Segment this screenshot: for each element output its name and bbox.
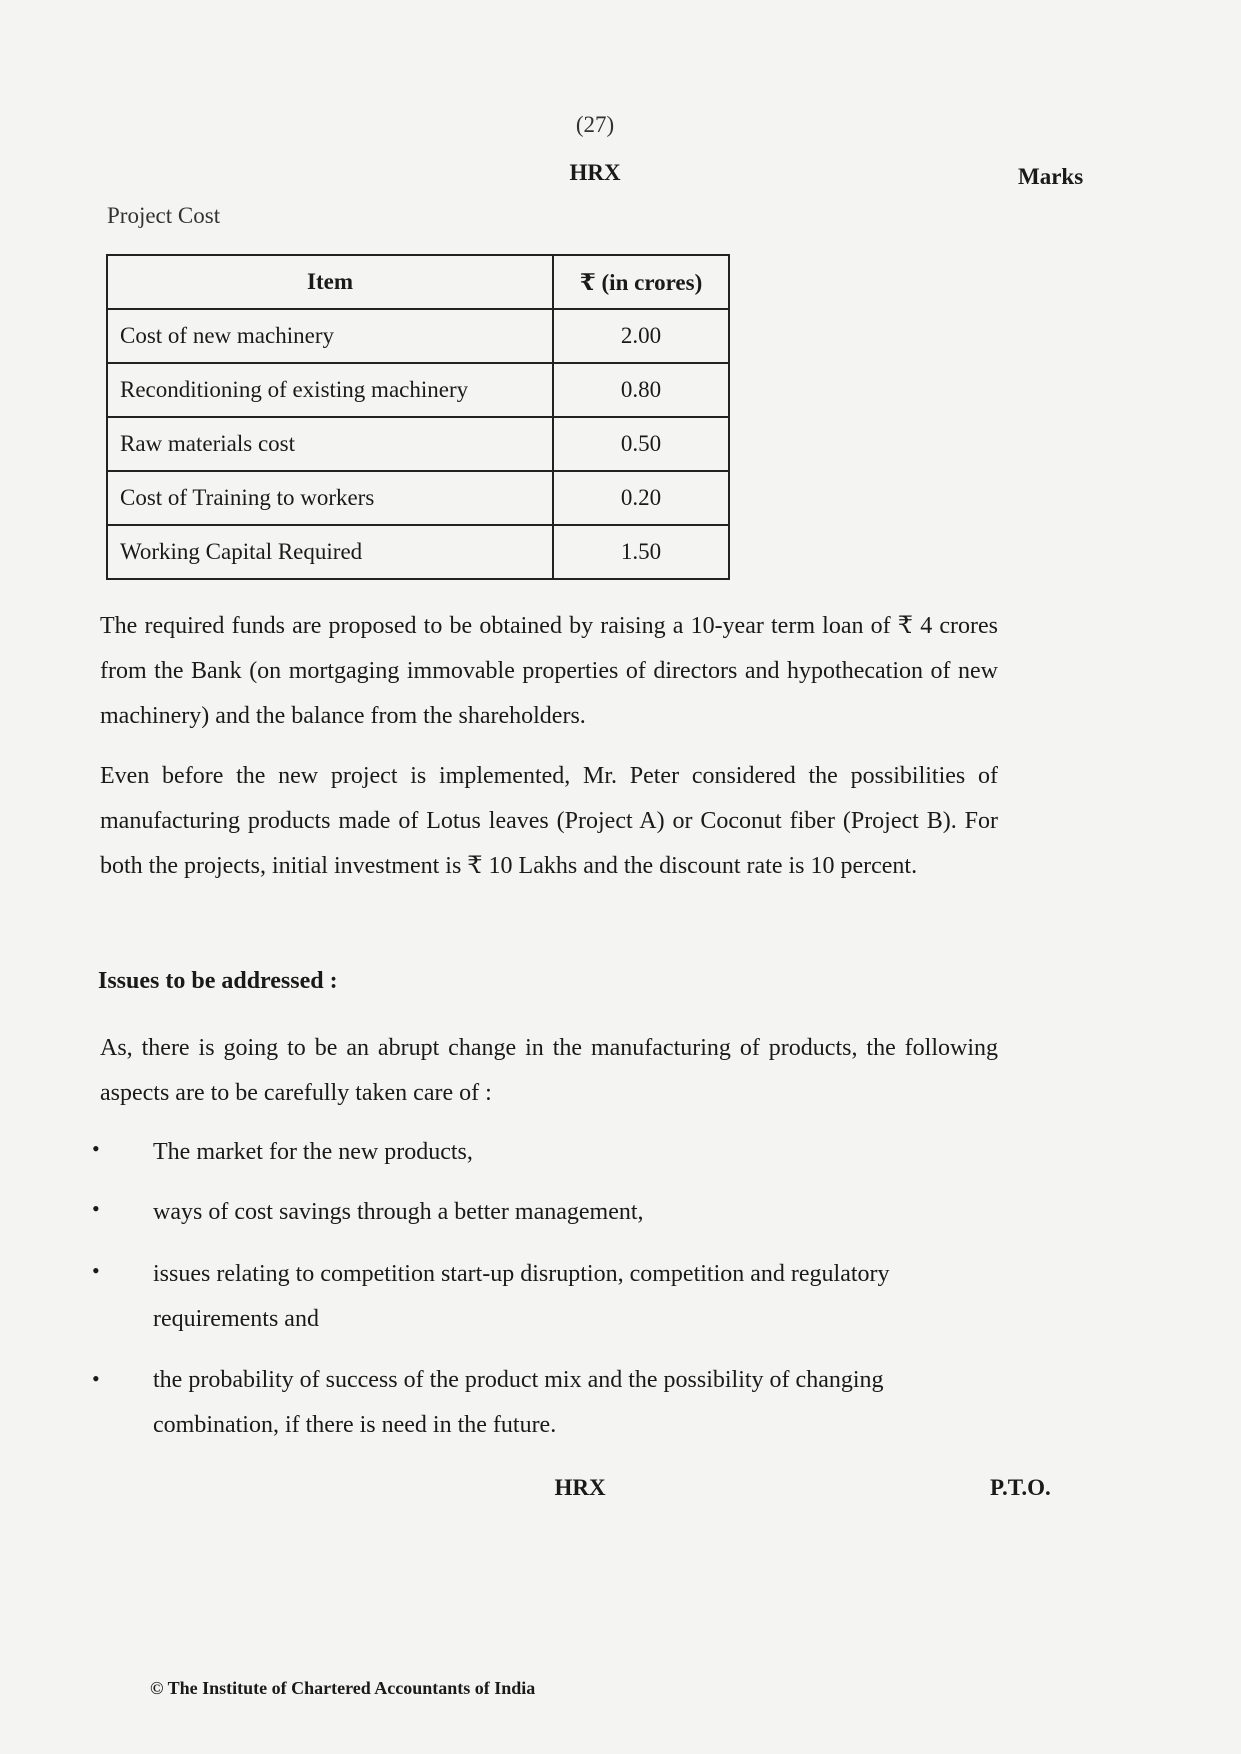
table-row (107, 309, 729, 363)
item-cell: Working Capital Required (107, 525, 553, 579)
paper-code-footer: HRX (554, 1475, 606, 1500)
list-item: the probability of success of the product mix and the possibility of changing combination, if there is need in the future. (153, 1367, 884, 1438)
amount-cell: 0.80 (553, 363, 729, 417)
bullet-icon: • (92, 1366, 100, 1391)
amount-cell: 2.00 (553, 309, 729, 363)
amount-cell: 0.50 (553, 417, 729, 471)
bullet-icon: • (92, 1196, 100, 1221)
funds-paragraph: The required funds are proposed to be obtained by raising a 10-year term loan of ₹ 4 crores from the Bank (on mortgaging immovable properties of directors and hypothecation of new machinery) and the balance from the shareholders. (100, 613, 998, 729)
copyright-notice: © The Institute of Chartered Accountants of India (150, 1678, 536, 1698)
marks-label: Marks (1018, 164, 1084, 189)
column-header-item: Item (107, 255, 553, 309)
table-row (107, 525, 729, 579)
issues-intro: As, there is going to be an abrupt change in the manufacturing of products, the following aspects are to be carefully taken care of : (100, 1035, 998, 1106)
list-item: ways of cost savings through a better management, (153, 1199, 644, 1225)
paper-code-header: HRX (569, 160, 621, 185)
item-cell: Cost of Training to workers (107, 471, 553, 525)
table-row (107, 471, 729, 525)
item-cell: Cost of new machinery (107, 309, 553, 363)
item-cell: Raw materials cost (107, 417, 553, 471)
project-cost-table (106, 254, 730, 580)
table-header-row (107, 255, 729, 309)
item-cell: Reconditioning of existing machinery (107, 363, 553, 417)
list-item: issues relating to competition start-up disruption, competition and regulatory requirements and (153, 1261, 890, 1332)
page-number: (27) (575, 112, 615, 137)
column-header-amount: ₹ (in crores) (553, 255, 729, 309)
issues-heading: Issues to be addressed : (98, 968, 338, 994)
table-row (107, 417, 729, 471)
projects-paragraph: Even before the new project is implemented, Mr. Peter considered the possibilities of manufacturing products made of Lotus leaves (Project A) or Coconut fiber (Project B). For both the projects, initial investment is ₹ 10 Lakhs and the discount rate is 10 percent. (100, 763, 998, 879)
pto-label: P.T.O. (990, 1475, 1051, 1500)
amount-cell: 0.20 (553, 471, 729, 525)
table-row (107, 363, 729, 417)
table-title: Project Cost (107, 203, 221, 228)
bullet-icon: • (92, 1136, 100, 1161)
list-item: The market for the new products, (153, 1139, 473, 1165)
bullet-icon: • (92, 1258, 100, 1283)
amount-cell: 1.50 (553, 525, 729, 579)
